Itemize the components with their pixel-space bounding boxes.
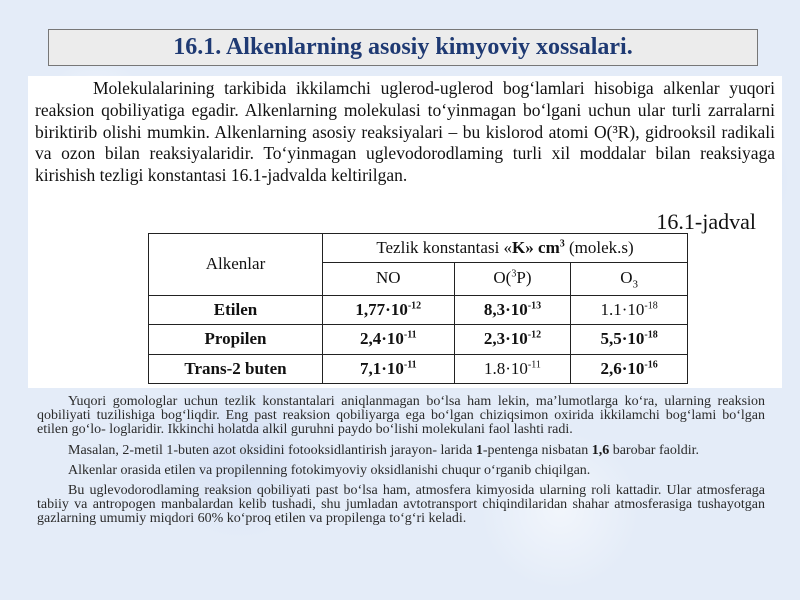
table-cell: $5,5\cdot 10^{-18}$ xyxy=(571,325,688,354)
row-label: Trans-2 buten xyxy=(149,354,323,383)
table-cell: $1.8\cdot 10^{-11}$ xyxy=(454,354,571,383)
table-header-row xyxy=(149,234,688,263)
table-cell: $2,3\cdot 10^{-12}$ xyxy=(454,325,571,354)
table-caption: 16.1-jadval xyxy=(656,209,756,234)
rate-header-unit: » cm xyxy=(525,238,560,258)
body-text xyxy=(37,395,765,533)
rate-constant-header xyxy=(323,234,688,263)
column-header: O($^3$P) xyxy=(454,263,571,296)
table-row xyxy=(149,354,688,383)
row-label: Etilen xyxy=(149,295,323,324)
column-header: NO xyxy=(323,263,455,296)
table-cell: $2,6\cdot 10^{-16}$ xyxy=(571,354,688,383)
table-cell: $1.1\cdot 10^{-18}$ xyxy=(571,295,688,324)
paragraph-3: Alkenlar orasida etilen va propilenning fotokimyoviy oksidlanishi chuqur o‘rganib chiqilgan. xyxy=(68,462,591,478)
table-cell: $1,77\cdot 10^{-12}$ xyxy=(323,295,455,324)
rate-header-pre: Tezlik konstantasi « xyxy=(376,238,513,258)
intro-paragraph: Molekulalarining tarkibida ikkilamchi uglerod-uglerod bog‘lamlari hisobiga alkenlar yuqori reaksion qobiliyatiga egadir. Alkenlarning molekulasi to‘yinmagan bo‘lgani uchun ular turli zarralarni biriktirib olishi mumkin. Alkenlarning asosiy reaksiyalari – bu kislorod atomi O(³R), gidrooksil radikali va ozon bilan reaksiyalaridir. To‘yinmagan uglevodorodlaming turli xil moddalar bilan reaksiyaga kirishish tezligi konstantasi 16.1-jadvalda keltirilgan. xyxy=(35,78,775,186)
slide-title: 16.1. Alkenlarning asosiy kimyoviy xossalari. xyxy=(48,29,758,66)
row-label: Propilen xyxy=(149,325,323,354)
table-cell: $8,3\cdot 10^{-13}$ xyxy=(454,295,571,324)
alkenes-header: Alkenlar xyxy=(149,234,323,296)
paragraph-4: Bu uglevodorodlaming reaksion qobiliyati past bo‘lsa ham, atmosfera kimyosida ularning roli kattadir. Ular atmosferaga tabiiy va antropogen manbalardan kelib tushadi, shu jumladan avtotransport chiqindilaridan shahar atmosferasiga tushayotgan gazlarning umumiy miqdori 60% ko‘proq etilen va propilenga to‘g‘ri keladi. xyxy=(37,483,765,527)
rate-header-exp: 3 xyxy=(559,238,565,250)
rate-constants-table xyxy=(148,233,688,384)
table-row xyxy=(149,295,688,324)
scanned-page-excerpt xyxy=(28,76,782,388)
rate-header-post: (molek.s) xyxy=(564,238,634,258)
paragraph-2: Masalan, 2-metil 1-buten azot oksidini fotooksidlantirish jarayon- larida 1-pentenga nisbatan 1,6 barobar faoldir. xyxy=(68,442,700,458)
table-cell: $7,1\cdot 10^{-11}$ xyxy=(323,354,455,383)
table-cell: $2,4\cdot 10^{-11}$ xyxy=(323,325,455,354)
rate-header-k: K xyxy=(512,238,526,258)
paragraph-1: Yuqori gomologlar uchun tezlik konstantalari aniqlanmagan bo‘lsa ham lekin, ma’lumotlarga ko‘ra, ularning reaksion qobiliyati tuzilishiga bog‘liqdir. Eng past reaksion qobiliyarga ega bo‘lgan chiziqsimon oxirida ikkilamchi bog‘lami bo‘lgan etilen go‘lo- loglaridir. Ikkinchi holatda alkil guruhni paydo bo‘lishi molekulani faol lashti radi. xyxy=(37,394,765,438)
column-header: $O_3$ xyxy=(571,263,688,296)
table-row xyxy=(149,325,688,354)
